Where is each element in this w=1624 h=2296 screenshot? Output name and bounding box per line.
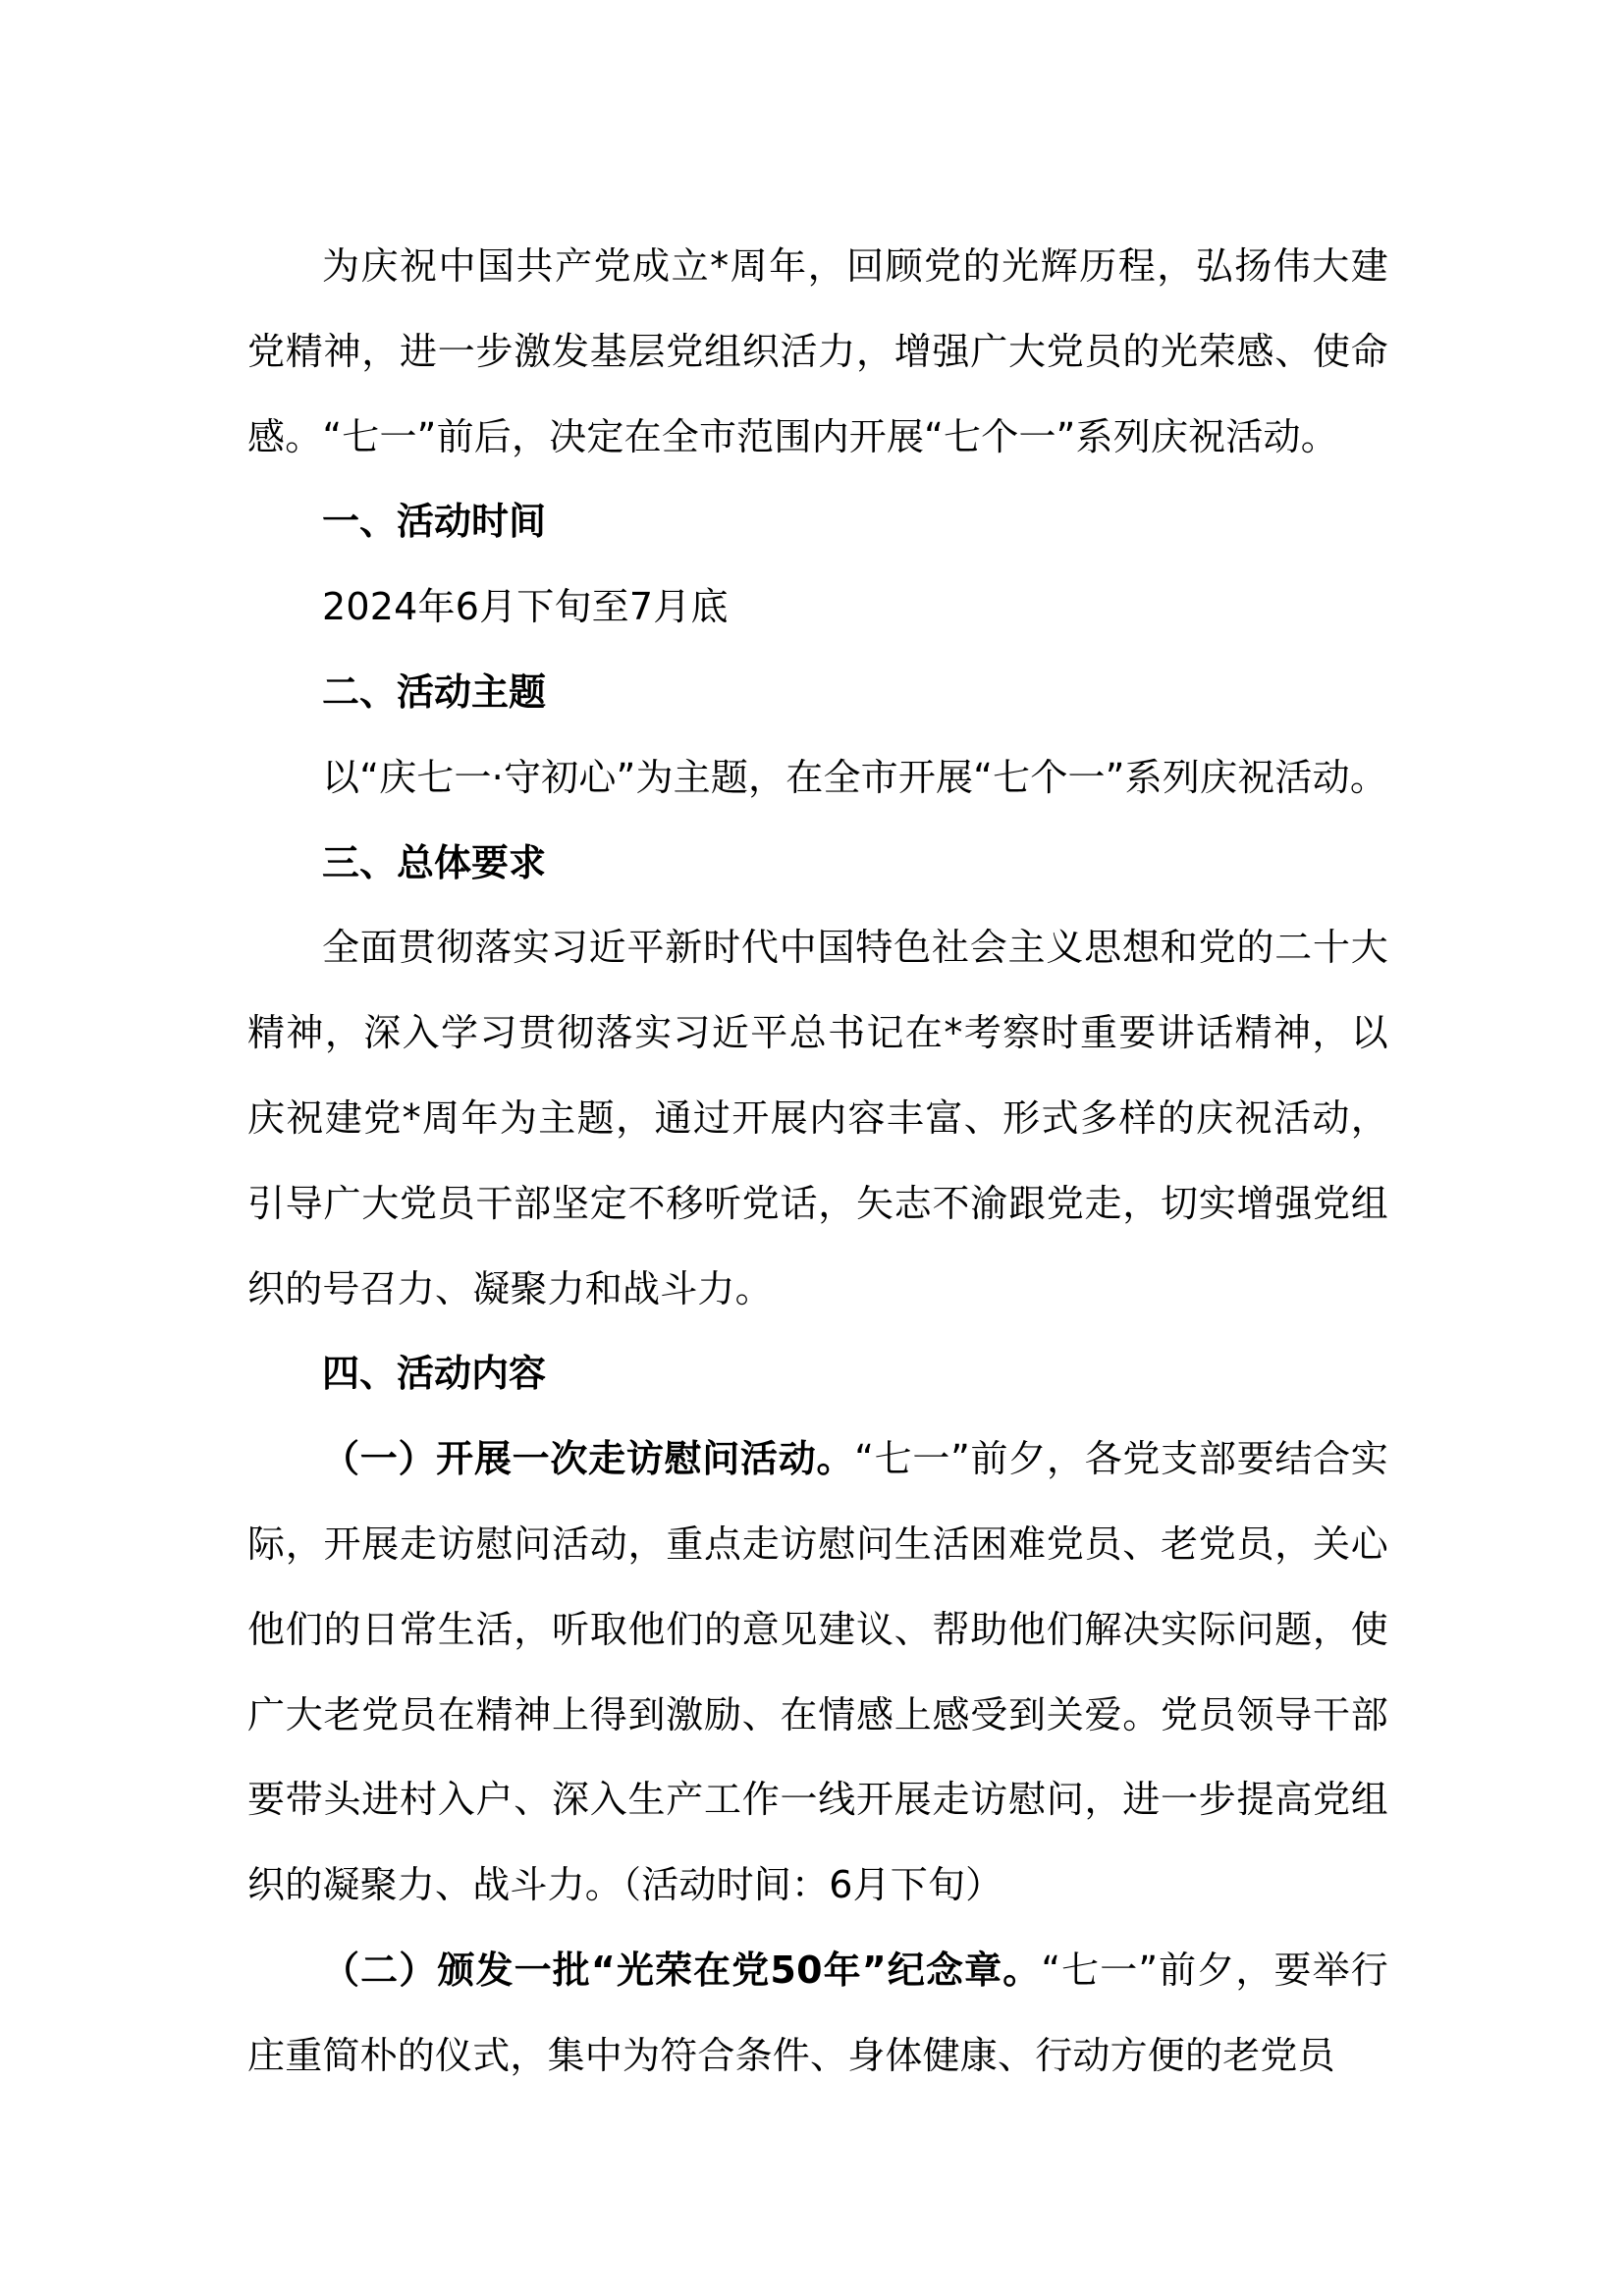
content-item-visit-text: “七一”前夕，各党支部要结合实际，开展走访慰问活动，重点走访慰问生活困难党员、老党员，关心他们的日常生活，听取他们的意见建议、帮助他们解决实际问题，使广大老党员在精神上得到激励、在情感上感受到关爱。党员领导干部要带头进村入户、深入生产工作一线开展走访慰问，进一步提高党组织的凝聚力、战斗力。（活动时间：6月下旬） <box>247 1437 1388 1907</box>
intro-paragraph: 为庆祝中国共产党成立*周年，回顾党的光辉历程，弘扬伟大建党精神，进一步激发基层党组织活力，增强广大党员的光荣感、使命感。“七一”前后，决定在全市范围内开展“七个一”系列庆祝活动。 <box>247 244 1388 458</box>
content-item-visit <box>247 1416 1388 1928</box>
section-body-time: 2024年6月下旬至7月底 <box>322 585 729 629</box>
section-body-requirements: 全面贯彻落实习近平新时代中国特色社会主义思想和党的二十大精神，深入学习贯彻落实习近平总书记在*考察时重要讲话精神，以庆祝建党*周年为主题，通过开展内容丰富、形式多样的庆祝活动，引导广大党员干部坚定不移听党话，矢志不渝跟党走，切实增强党组织的号召力、凝聚力和战斗力。 <box>247 926 1388 1310</box>
content-item-badge-text: “七一”前夕，要举行庄重简朴的仪式，集中为符合条件、身体健康、行动方便的老党员 <box>247 1948 1388 2077</box>
section-heading-content: 四、活动内容 <box>322 1352 547 1396</box>
content-item-badge-lead: （二）颁发一批“光荣在党50年”纪念章。 <box>322 1948 1042 1992</box>
content-item-badge <box>247 1928 1388 2099</box>
content-item-visit-lead: （一）开展一次走访慰问活动。 <box>322 1437 855 1481</box>
section-heading-requirements: 三、总体要求 <box>322 840 547 884</box>
document-body <box>247 224 1388 2099</box>
section-body-theme: 以“庆七一·守初心”为主题，在全市开展“七个一”系列庆祝活动。 <box>322 755 1388 799</box>
section-heading-time: 一、活动时间 <box>322 500 547 544</box>
section-heading-theme: 二、活动主题 <box>322 669 547 714</box>
